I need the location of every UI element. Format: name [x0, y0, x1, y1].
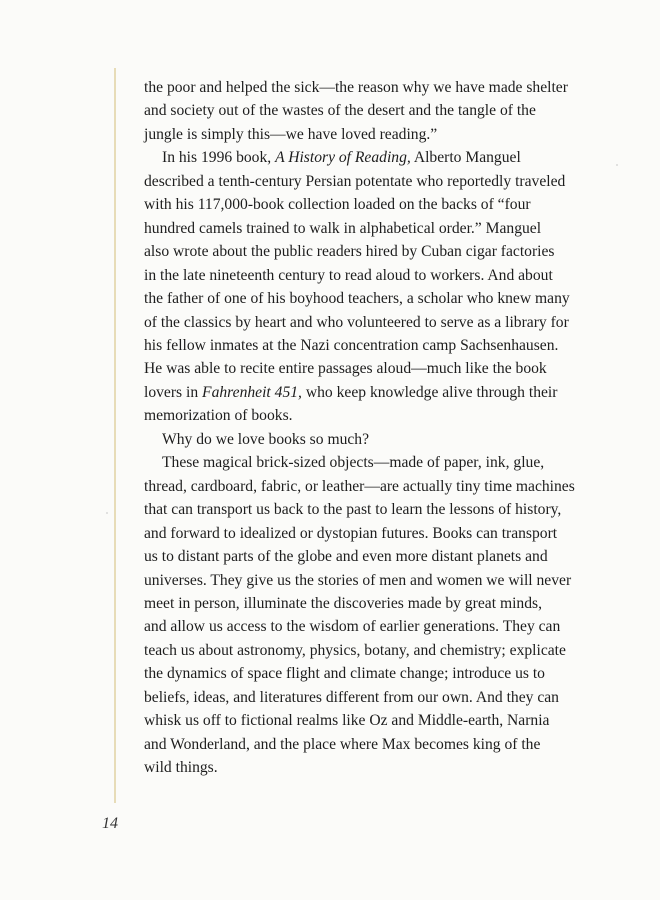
text-line [144, 569, 596, 592]
text-line [144, 240, 596, 263]
body-text [144, 76, 596, 780]
text-line [144, 592, 596, 615]
text-line [144, 287, 596, 310]
text-run: meet in person, illuminate the discoveries made by great minds, [144, 594, 542, 612]
page-margin-rule [114, 68, 116, 803]
text-run: in the late nineteenth century to read aloud to workers. And about [144, 266, 553, 284]
text-line [144, 334, 596, 357]
text-run: the father of one of his boyhood teachers, a scholar who knew many [144, 290, 570, 308]
text-run: the dynamics of space flight and climate change; introduce us to [144, 665, 545, 683]
text-run: teach us about astronomy, physics, botany, and chemistry; explicate [144, 641, 566, 659]
text-line [144, 522, 596, 545]
text-line [144, 615, 596, 638]
text-run: beliefs, ideas, and literatures different from our own. And they can [144, 688, 559, 706]
text-line [144, 686, 596, 709]
text-run: and society out of the wastes of the desert and the tangle of the [144, 102, 536, 120]
text-run: whisk us off to fictional realms like Oz and Middle-earth, Narnia [144, 712, 550, 730]
text-run: that can transport us back to the past to learn the lessons of history, [144, 501, 562, 519]
text-run: These magical brick-sized objects—made of paper, ink, glue, [162, 454, 545, 472]
page-number: 14 [102, 815, 118, 832]
paragraph [144, 76, 596, 146]
text-line [144, 428, 596, 451]
text-run: and forward to idealized or dystopian futures. Books can transport [144, 524, 558, 542]
text-run: hundred camels trained to walk in alphabetical order.” Manguel [144, 219, 542, 237]
text-run: universes. They give us the stories of men and women we will never [144, 571, 572, 589]
italic-title: Fahrenheit 451, [202, 383, 302, 401]
text-run: thread, cardboard, fabric, or leather—are actually tiny time machines [144, 477, 575, 495]
text-run: us to distant parts of the globe and even more distant planets and [144, 548, 548, 566]
text-line [144, 756, 596, 779]
text-line [144, 662, 596, 685]
scan-speck [106, 512, 108, 514]
text-line [144, 404, 596, 427]
text-run: the poor and helped the sick—the reason why we have made shelter [144, 79, 568, 96]
text-line [144, 170, 596, 193]
text-run: and Wonderland, and the place where Max becomes king of the [144, 735, 541, 753]
text-run: jungle is simply this—we have loved reading.” [144, 125, 438, 143]
text-run: wild things. [144, 759, 218, 777]
text-line [144, 709, 596, 732]
text-line [144, 264, 596, 287]
text-run: Why do we love books so much? [162, 430, 370, 448]
text-run: his fellow inmates at the Nazi concentration camp Sachsenhausen. [144, 336, 559, 354]
text-run: described a tenth-century Persian potentate who reportedly traveled [144, 172, 566, 190]
text-line [144, 733, 596, 756]
text-line [144, 193, 596, 216]
paragraph [144, 146, 596, 427]
text-run: He was able to recite entire passages aloud—much like the book [144, 360, 547, 378]
text-run: also wrote about the public readers hired by Cuban cigar factories [144, 243, 555, 261]
text-run: who keep knowledge alive through their [301, 383, 558, 401]
text-line [144, 639, 596, 662]
text-run: and allow us access to the wisdom of earlier generations. They can [144, 618, 561, 636]
text-run: of the classics by heart and who volunteered to serve as a library for [144, 313, 569, 331]
text-line [144, 123, 596, 146]
text-run: with his 117,000-book collection loaded on the backs of “four [144, 196, 531, 214]
text-line [144, 311, 596, 334]
text-line [144, 357, 596, 380]
text-run: lovers in [144, 383, 203, 401]
text-line [144, 498, 596, 521]
scan-speck [616, 164, 618, 166]
text-line [144, 76, 596, 99]
paragraph [144, 428, 596, 451]
text-line [144, 381, 596, 404]
text-run: In his 1996 book, [162, 149, 276, 167]
italic-title: A History of Reading, [275, 149, 411, 167]
text-line [144, 99, 596, 122]
text-line [144, 146, 596, 169]
text-line [144, 545, 596, 568]
paragraph [144, 451, 596, 779]
text-run: Alberto Manguel [410, 149, 521, 167]
text-run: memorization of books. [144, 407, 293, 425]
text-line [144, 217, 596, 240]
text-line [144, 451, 596, 474]
text-line [144, 475, 596, 498]
